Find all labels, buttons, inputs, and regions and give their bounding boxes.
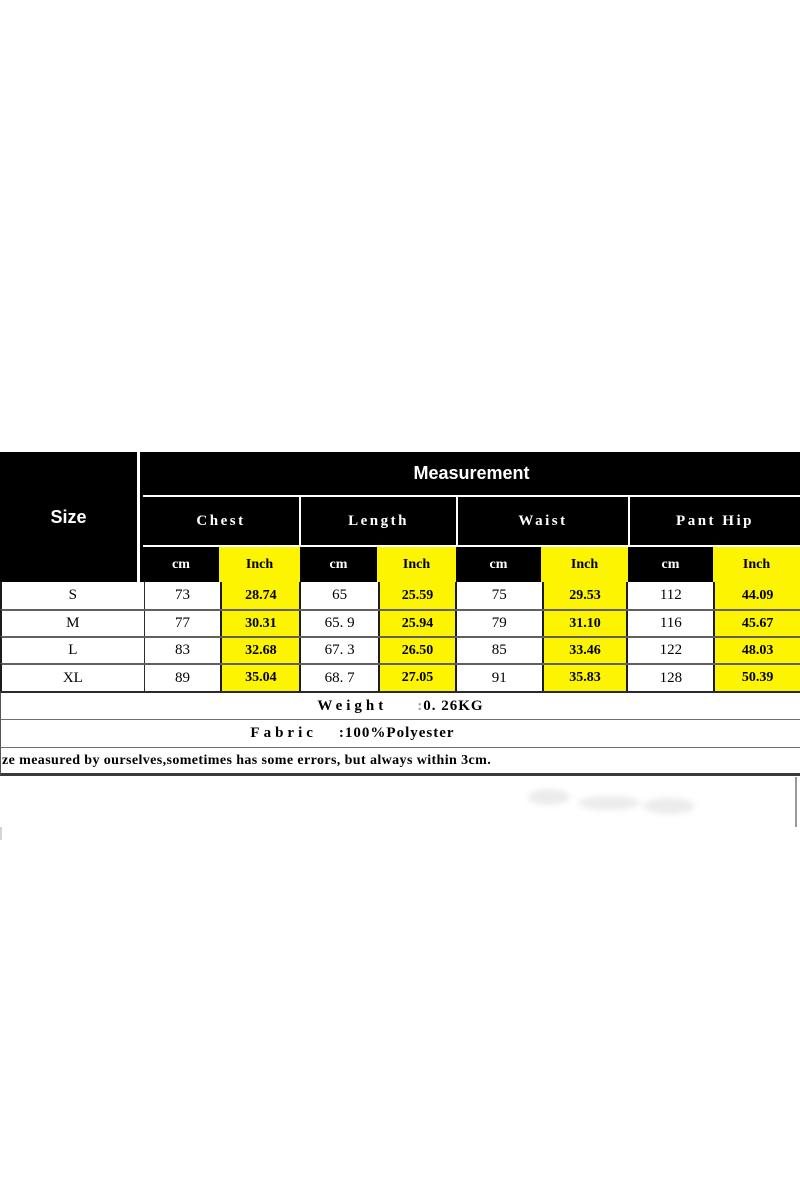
measurement-title: Measurement: [143, 452, 800, 497]
value-cell: 65. 9: [324, 615, 355, 631]
value-cell: 30.31: [220, 611, 301, 636]
value-cell: 128: [659, 669, 683, 686]
unit-header-cm: cm: [329, 556, 348, 572]
unit-header-cm: cm: [489, 556, 508, 572]
unit-header-inch: Inch: [713, 547, 800, 582]
value-cell: 116: [659, 615, 682, 631]
watermark-smudge: [528, 789, 570, 805]
value-cell: 122: [659, 642, 683, 658]
unit-header-inch: Inch: [541, 547, 628, 582]
size-chart-table: [0, 452, 800, 776]
watermark-smudge: [643, 798, 695, 814]
size-cell: S: [68, 587, 77, 603]
fabric-value: :100%Polyester: [338, 725, 455, 741]
unit-header-row: [143, 545, 800, 582]
unit-header-cm: cm: [172, 556, 190, 572]
group-header-chest: Chest: [196, 512, 246, 529]
value-cell: 67. 3: [324, 642, 355, 658]
value-cell: 65: [332, 587, 348, 603]
value-cell: 112: [659, 587, 682, 603]
value-cell: 32.68: [220, 638, 301, 663]
value-cell: 27.05: [378, 665, 457, 691]
value-cell: 31.10: [542, 611, 629, 636]
value-cell: 28.74: [220, 582, 301, 609]
watermark-smudge: [578, 796, 640, 810]
value-cell: 83: [144, 638, 221, 663]
value-cell: 73: [144, 582, 221, 609]
unit-header-inch: Inch: [219, 547, 300, 582]
weight-label: Weight: [317, 697, 388, 714]
value-cell: 33.46: [542, 638, 629, 663]
value-cell: 91: [491, 669, 507, 686]
faded-box-right-border: [795, 777, 797, 827]
unit-header-inch: Inch: [377, 547, 456, 582]
size-cell: M: [66, 615, 80, 631]
size-cell: XL: [62, 669, 83, 686]
value-cell: 75: [491, 587, 507, 603]
table-row-xl: [0, 663, 800, 691]
table-header: [0, 452, 800, 582]
weight-value: :0. 26KG: [417, 697, 484, 714]
group-header-length: Length: [299, 497, 456, 545]
value-cell: 35.83: [542, 665, 629, 691]
size-cell: L: [68, 642, 78, 658]
value-cell: 77: [144, 611, 221, 636]
value-cell: 35.04: [220, 665, 301, 691]
unit-header-cm: cm: [661, 556, 680, 572]
table-row-l: [0, 636, 800, 663]
value-cell: 25.59: [378, 582, 457, 609]
value-cell: 50.39: [713, 665, 800, 691]
table-row-m: [0, 609, 800, 636]
column-group-row: [143, 497, 800, 545]
value-cell: 26.50: [378, 638, 457, 663]
group-header-pant-hip: Pant Hip: [628, 497, 800, 545]
faded-box-left-border: [0, 827, 2, 840]
value-cell: 89: [144, 665, 221, 691]
fabric-row: [0, 719, 800, 747]
fabric-label: Fabric: [250, 725, 317, 741]
value-cell: 48.03: [713, 638, 800, 663]
value-cell: 44.09: [713, 582, 800, 609]
table-row-s: [0, 582, 800, 609]
note-row: ze measured by ourselves,sometimes has some errors, but always within 3cm.: [0, 747, 800, 776]
value-cell: 25.94: [378, 611, 457, 636]
value-cell: 79: [491, 615, 507, 631]
value-cell: 85: [491, 642, 507, 658]
weight-row: [0, 691, 800, 719]
group-header-waist: Waist: [456, 497, 628, 545]
size-corner-cell: Size: [0, 452, 140, 582]
value-cell: 45.67: [713, 611, 800, 636]
value-cell: 68. 7: [324, 669, 355, 686]
value-cell: 29.53: [542, 582, 629, 609]
